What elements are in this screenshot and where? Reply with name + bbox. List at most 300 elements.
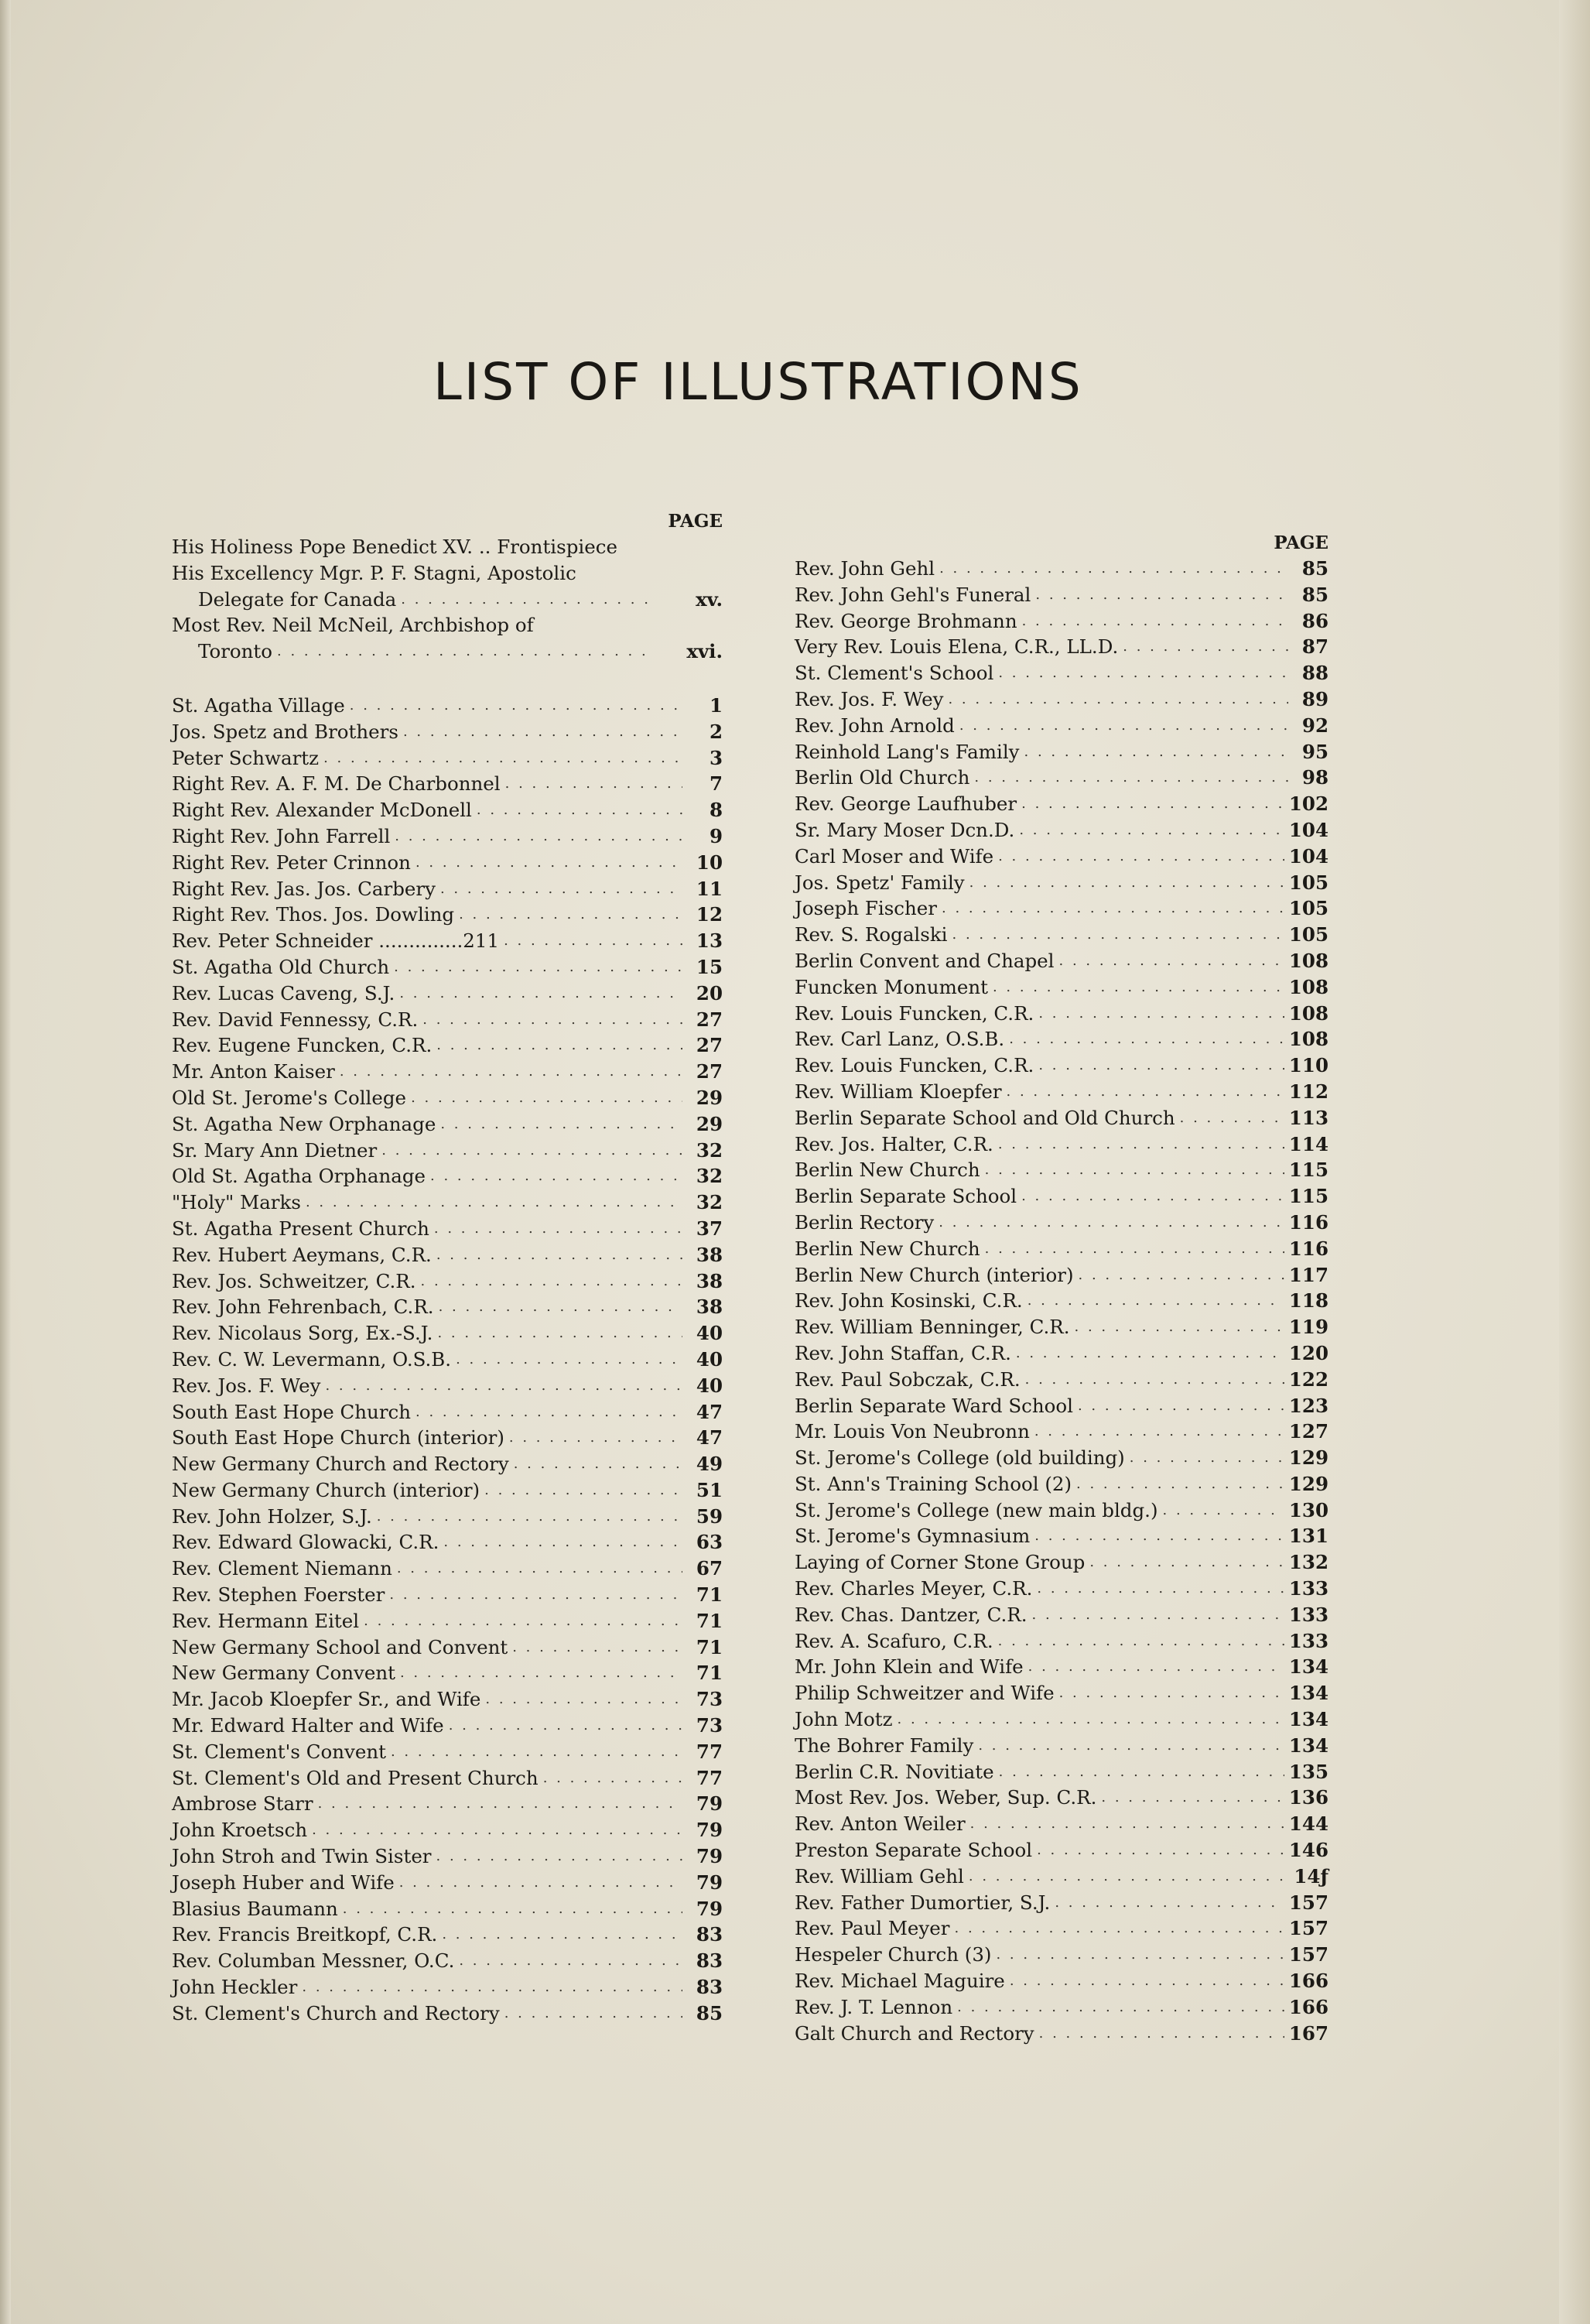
entry-page-number: 73 <box>696 1714 723 1737</box>
dot-leader <box>459 1948 682 1974</box>
entry-title: Berlin New Church <box>795 1237 980 1260</box>
entry-page-number: 40 <box>696 1347 723 1371</box>
entry-page-number: 134 <box>1288 1682 1328 1705</box>
entry-page-number: 83 <box>696 1949 723 1973</box>
entry-page-number: 135 <box>1288 1760 1328 1783</box>
dot-leader <box>999 1759 1284 1785</box>
dot-leader <box>1037 1576 1284 1602</box>
entry-page-number: 71 <box>696 1635 723 1658</box>
entry-title: Reinhold Lang's Family <box>795 740 1020 763</box>
list-item <box>172 1138 723 1164</box>
entry-title: New Germany Church and Rectory <box>172 1453 509 1476</box>
entry-page-number: 132 <box>1288 1551 1328 1574</box>
list-item <box>172 1242 723 1268</box>
entry-title: Toronto <box>198 640 273 663</box>
dot-leader <box>399 1870 682 1896</box>
entry-page-number: 134 <box>1288 1655 1328 1679</box>
entry-title: Funcken Monument <box>795 975 988 998</box>
dot-leader <box>343 1896 682 1922</box>
entry-page-number: 119 <box>1288 1316 1328 1339</box>
entry-page-number: 27 <box>696 1034 723 1057</box>
list-item <box>172 638 723 665</box>
entry-page-number: 7 <box>709 772 723 796</box>
entry-title: Rev. William Gehl <box>795 1864 964 1888</box>
dot-leader <box>985 1236 1284 1262</box>
entry-page-number: 110 <box>1288 1054 1328 1077</box>
dot-leader <box>969 1864 1288 1890</box>
list-item <box>172 1477 723 1504</box>
list-item <box>795 1837 1328 1864</box>
list-item <box>795 1445 1328 1471</box>
list-item <box>172 1111 723 1138</box>
entry-page-number: 146 <box>1288 1839 1328 1862</box>
list-item <box>795 1602 1328 1628</box>
entry-title: Rev. George Brohmann <box>795 609 1017 632</box>
list-item <box>172 1556 723 1582</box>
dot-leader <box>411 1085 682 1111</box>
entry-page-number: 38 <box>696 1295 723 1319</box>
list-item <box>795 1105 1328 1131</box>
list-item <box>172 1320 723 1347</box>
list-item <box>795 1994 1328 2021</box>
entry-page-number: 40 <box>696 1322 723 1345</box>
list-item <box>795 1785 1328 1811</box>
dot-leader <box>970 1811 1284 1837</box>
entry-page-number: 38 <box>696 1243 723 1266</box>
dot-leader <box>1022 608 1288 635</box>
dot-leader <box>1034 1419 1284 1445</box>
entry-page-number: 29 <box>696 1086 723 1109</box>
entry-page-number: 130 <box>1288 1498 1328 1521</box>
entry-page-number: 115 <box>1288 1159 1328 1182</box>
entry-page-number: 1 <box>709 693 723 717</box>
list-item <box>795 1157 1328 1183</box>
entry-title: Mr. John Klein and Wife <box>795 1655 1024 1679</box>
dot-leader <box>1019 817 1284 844</box>
list-item <box>795 1183 1328 1210</box>
list-item <box>795 1236 1328 1262</box>
list-item <box>795 1680 1328 1706</box>
page-column-header-left: PAGE <box>668 511 723 532</box>
dot-leader <box>998 1131 1284 1158</box>
list-item <box>172 1504 723 1530</box>
entry-page-number: 104 <box>1288 844 1328 868</box>
list-item <box>795 713 1328 739</box>
list-item <box>172 745 723 772</box>
list-item <box>795 634 1328 660</box>
list-item <box>795 608 1328 635</box>
list-item <box>795 2021 1328 2047</box>
entry-page-number: 20 <box>696 981 723 1005</box>
dot-leader <box>543 1765 682 1792</box>
entry-title: Rev. Eugene Funcken, C.R. <box>172 1034 433 1057</box>
entry-title: Rev. Paul Sobczak, C.R. <box>795 1367 1021 1391</box>
list-item <box>795 1419 1328 1445</box>
dot-leader <box>512 1634 682 1661</box>
entry-title: South East Hope Church (interior) <box>172 1426 504 1450</box>
dot-leader <box>436 1032 682 1059</box>
list-item <box>172 1843 723 1870</box>
entry-page-number: 37 <box>696 1217 723 1240</box>
list-item <box>172 1347 723 1373</box>
entry-title: Mr. Jacob Kloepfer Sr., and Wife <box>172 1688 481 1711</box>
list-item <box>172 1294 723 1320</box>
entry-page-number: 88 <box>1301 662 1328 685</box>
dot-leader <box>939 556 1288 582</box>
entry-page-number: 71 <box>696 1583 723 1607</box>
front-matter-list <box>172 534 723 665</box>
list-item <box>795 1864 1328 1890</box>
entry-title: Jos. Spetz' Family <box>795 871 965 894</box>
list-item <box>795 582 1328 608</box>
dot-leader <box>381 1138 682 1164</box>
entry-title: New Germany Church (interior) <box>172 1478 480 1501</box>
entry-page-number: 105 <box>1288 871 1328 894</box>
entry-page-number: 112 <box>1288 1080 1328 1103</box>
entry-title: Ambrose Starr <box>172 1792 313 1816</box>
entry-title: Rev. Clement Niemann <box>172 1557 392 1580</box>
dot-leader <box>514 1451 682 1477</box>
list-item <box>172 1451 723 1477</box>
entry-title: Most Rev. Jos. Weber, Sup. C.R. <box>795 1786 1097 1809</box>
entry-page-number: 2 <box>709 720 723 743</box>
list-item <box>172 1634 723 1661</box>
entry-title: Right Rev. Peter Crinnon <box>172 851 411 874</box>
entry-title: Rev. Louis Funcken, C.R. <box>795 1054 1034 1077</box>
list-item <box>795 1367 1328 1393</box>
list-item <box>795 1915 1328 1942</box>
list-item <box>172 981 723 1007</box>
list-item <box>795 922 1328 948</box>
entry-page-number: 123 <box>1288 1394 1328 1417</box>
entry-title: Right Rev. Alexander McDonell <box>172 799 472 822</box>
dot-leader <box>1025 1367 1284 1393</box>
list-item <box>795 791 1328 817</box>
dot-leader <box>485 1686 682 1713</box>
dot-leader <box>1009 1026 1284 1052</box>
entry-page-number: 79 <box>696 1792 723 1816</box>
entry-page-number: 79 <box>696 1897 723 1920</box>
entry-title: Most Rev. Neil McNeil, Archbishop of <box>172 614 534 637</box>
entry-title: Galt Church and Rectory <box>795 2021 1034 2045</box>
entry-page-number: 38 <box>696 1269 723 1292</box>
entry-title: Berlin Old Church <box>795 766 970 789</box>
list-item <box>795 1890 1328 1916</box>
entry-title: St. Agatha Present Church <box>172 1217 429 1240</box>
list-item <box>795 686 1328 713</box>
entry-page-number: 134 <box>1288 1734 1328 1757</box>
dot-leader <box>340 1059 682 1085</box>
entry-title: Rev. Edward Glowacki, C.R. <box>172 1531 439 1554</box>
dot-leader <box>998 844 1284 870</box>
list-item <box>172 1059 723 1085</box>
dot-leader <box>504 2001 682 2027</box>
entry-page-number: 108 <box>1288 1028 1328 1051</box>
list-item <box>172 954 723 981</box>
dot-leader <box>395 823 682 850</box>
dot-leader <box>978 1733 1284 1759</box>
list-item <box>172 1896 723 1922</box>
right-column <box>795 531 1328 2046</box>
entry-title: Rev. Chas. Dantzer, C.R. <box>795 1603 1028 1626</box>
list-item <box>795 1968 1328 1994</box>
page-right-edge <box>1559 0 1590 2324</box>
entry-title: John Stroh and Twin Sister <box>172 1845 432 1868</box>
list-item <box>795 739 1328 765</box>
list-item <box>172 823 723 850</box>
dot-leader <box>1007 1079 1284 1105</box>
dot-leader <box>998 1628 1284 1655</box>
left-column <box>172 509 723 2027</box>
entry-title: Rev. Nicolaus Sorg, Ex.-S.J. <box>172 1322 433 1345</box>
list-item <box>795 1393 1328 1419</box>
entry-page-number: 73 <box>696 1688 723 1711</box>
entry-page-number: 51 <box>696 1478 723 1501</box>
list-gap <box>172 665 723 693</box>
entry-title: Rev. Louis Funcken, C.R. <box>795 1001 1034 1025</box>
dot-leader <box>401 587 656 613</box>
entry-title: Berlin New Church (interior) <box>795 1263 1074 1286</box>
entry-page-number: 98 <box>1301 766 1328 789</box>
entry-title: Mr. Anton Kaiser <box>172 1060 335 1083</box>
entry-title: John Heckler <box>172 1976 298 1999</box>
list-item <box>172 928 723 954</box>
entry-title: "Holy" Marks <box>172 1191 301 1214</box>
entry-page-number: 122 <box>1288 1367 1328 1391</box>
entry-page-number: 86 <box>1301 609 1328 632</box>
dot-leader <box>312 1817 682 1843</box>
entry-title: St. Clement's School <box>795 662 994 685</box>
dot-leader <box>459 902 682 928</box>
entry-page-number: 85 <box>1301 557 1328 580</box>
illustration-list-right <box>795 556 1328 2046</box>
dot-leader <box>442 1922 682 1948</box>
dot-leader <box>942 895 1284 922</box>
dot-leader <box>1079 1262 1284 1289</box>
entry-title: Rev. Jos. Schweitzer, C.R. <box>172 1269 416 1292</box>
dot-leader <box>437 1320 682 1347</box>
entry-title: Rev. David Fennessy, C.R. <box>172 1008 419 1031</box>
dot-leader <box>277 638 656 665</box>
entry-title: Very Rev. Louis Elena, C.R., LL.D. <box>795 635 1119 659</box>
entry-page-number: 3 <box>709 746 723 769</box>
dot-leader <box>1035 582 1288 608</box>
list-item <box>172 876 723 902</box>
dot-leader <box>434 1216 682 1242</box>
list-item <box>795 1026 1328 1052</box>
entry-page-number: 95 <box>1301 740 1328 763</box>
list-item <box>795 660 1328 686</box>
dot-leader <box>1016 1340 1284 1367</box>
entry-title: Rev. Francis Breitkopf, C.R. <box>172 1923 438 1946</box>
list-item <box>172 902 723 928</box>
dot-leader <box>484 1477 682 1504</box>
entry-page-number: 117 <box>1288 1263 1328 1286</box>
entry-title: Rev. Charles Meyer, C.R. <box>795 1577 1033 1600</box>
entry-page-number: 105 <box>1288 923 1328 946</box>
entry-page-number: 116 <box>1288 1210 1328 1234</box>
entry-page-number: 83 <box>696 1976 723 1999</box>
entry-title: Rev. William Kloepfer <box>795 1080 1002 1103</box>
dot-leader <box>1078 1393 1284 1419</box>
entry-page-number: 29 <box>696 1112 723 1135</box>
list-item <box>172 797 723 823</box>
entry-title: St. Agatha New Orphanage <box>172 1112 436 1135</box>
list-item <box>172 1007 723 1033</box>
entry-page-number: xvi. <box>686 640 723 663</box>
list-item <box>795 1549 1328 1576</box>
list-item <box>795 1001 1328 1027</box>
entry-page-number: 47 <box>696 1400 723 1423</box>
list-item <box>172 1425 723 1451</box>
entry-title: Berlin Separate School <box>795 1185 1017 1208</box>
entry-page-number: 133 <box>1288 1577 1328 1600</box>
dot-leader <box>439 1294 682 1320</box>
list-item <box>795 895 1328 922</box>
dot-leader <box>1032 1602 1284 1628</box>
entry-page-number: 27 <box>696 1008 723 1031</box>
entry-title: Rev. John Fehrenbach, C.R. <box>172 1295 434 1319</box>
entry-title: John Kroetsch <box>172 1819 308 1842</box>
dot-leader <box>1055 1890 1284 1916</box>
entry-page-number: 27 <box>696 1060 723 1083</box>
list-item <box>795 1079 1328 1105</box>
dot-leader <box>952 922 1284 948</box>
entry-title: Rev. Jos. F. Wey <box>795 687 944 710</box>
entry-title: Rev. Jos. Halter, C.R. <box>795 1132 993 1155</box>
entry-page-number: 108 <box>1288 975 1328 998</box>
entry-page-number: 87 <box>1301 635 1328 659</box>
dot-leader <box>1010 1968 1284 1994</box>
entry-title: New Germany Convent <box>172 1662 395 1685</box>
entry-page-number: 127 <box>1288 1420 1328 1443</box>
entry-page-number: 32 <box>696 1191 723 1214</box>
dot-leader <box>1038 1001 1284 1027</box>
entry-page-number: 77 <box>696 1766 723 1789</box>
dot-leader <box>1038 1052 1284 1079</box>
dot-leader <box>440 876 682 902</box>
list-item <box>172 1032 723 1059</box>
entry-title: South East Hope Church <box>172 1400 412 1423</box>
list-item <box>172 1817 723 1843</box>
list-item <box>172 1739 723 1765</box>
list-item <box>795 1052 1328 1079</box>
dot-leader <box>403 719 682 745</box>
dot-leader <box>399 981 682 1007</box>
list-item <box>795 1131 1328 1158</box>
dot-leader <box>509 1425 682 1451</box>
dot-leader <box>985 1157 1284 1183</box>
dot-leader <box>377 1504 682 1530</box>
entry-page-number: 47 <box>696 1426 723 1450</box>
list-item <box>795 1497 1328 1524</box>
list-item <box>795 556 1328 582</box>
entry-title: St. Jerome's College (new main bldg.) <box>795 1498 1158 1521</box>
dot-leader <box>993 974 1284 1001</box>
list-item <box>795 1288 1328 1314</box>
dot-leader <box>898 1706 1284 1733</box>
entry-title: Rev. Anton Weiler <box>795 1812 966 1836</box>
entry-title: Blasius Baumann <box>172 1897 338 1920</box>
list-item <box>172 719 723 745</box>
entry-title: Rev. Lucas Caveng, S.J. <box>172 981 395 1005</box>
entry-title: Berlin Convent and Chapel <box>795 949 1055 972</box>
entry-title: Rev. Hermann Eitel <box>172 1609 360 1632</box>
list-item <box>795 844 1328 870</box>
page-left-edge <box>0 0 11 2324</box>
dot-leader <box>957 1994 1284 2021</box>
dot-leader <box>959 713 1288 739</box>
entry-title: Sr. Mary Ann Dietner <box>172 1138 378 1162</box>
entry-title: Rev. John Staffan, C.R. <box>795 1341 1011 1364</box>
dot-leader <box>998 660 1288 686</box>
list-item <box>795 870 1328 896</box>
list-item <box>795 1471 1328 1497</box>
list-item <box>795 1576 1328 1602</box>
list-item <box>172 1713 723 1739</box>
list-item <box>172 1085 723 1111</box>
entry-title: Mr. Edward Halter and Wife <box>172 1714 444 1737</box>
dot-leader <box>504 928 682 954</box>
entry-title: Berlin Separate School and Old Church <box>795 1106 1175 1129</box>
entry-page-number: 32 <box>696 1138 723 1162</box>
entry-title: Sr. Mary Moser Dcn.D. <box>795 818 1015 841</box>
entry-title: Rev. John Holzer, S.J. <box>172 1504 372 1528</box>
entry-title: St. Jerome's Gymnasium <box>795 1525 1031 1548</box>
entry-page-number: 77 <box>696 1740 723 1763</box>
entry-page-number: 13 <box>696 929 723 953</box>
entry-page-number: 116 <box>1288 1237 1328 1260</box>
entry-page-number: 10 <box>696 851 723 874</box>
list-item <box>172 1660 723 1686</box>
entry-page-number: 157 <box>1288 1917 1328 1940</box>
entry-title: Carl Moser and Wife <box>795 844 994 868</box>
dot-leader <box>948 686 1288 713</box>
list-item <box>172 1922 723 1948</box>
entry-page-number: 144 <box>1288 1812 1328 1836</box>
dot-leader <box>364 1608 682 1634</box>
entry-page-number: 129 <box>1288 1472 1328 1495</box>
entry-page-number: 166 <box>1288 1970 1328 1993</box>
entry-title: Rev. Paul Meyer <box>795 1917 950 1940</box>
entry-page-number: 89 <box>1301 687 1328 710</box>
entry-page-number: 59 <box>696 1504 723 1528</box>
entry-title: St. Agatha Village <box>172 693 345 717</box>
entry-title: Peter Schwartz <box>172 746 320 769</box>
entry-page-number: 71 <box>696 1609 723 1632</box>
list-item <box>172 1163 723 1189</box>
list-item <box>172 1948 723 1974</box>
dot-leader <box>477 797 682 823</box>
dot-leader <box>391 1739 682 1765</box>
dot-leader <box>415 850 682 876</box>
dot-leader <box>1021 791 1284 817</box>
list-item <box>172 771 723 797</box>
list-item <box>172 1582 723 1608</box>
dot-leader <box>1075 1314 1284 1340</box>
entry-title: Rev. Father Dumortier, S.J. <box>795 1891 1051 1914</box>
entry-title: His Holiness Pope Benedict XV. .. Frontispiece <box>172 536 617 558</box>
dot-leader <box>440 1111 682 1138</box>
entry-title: Rev. J. T. Lennon <box>795 1995 953 2018</box>
list-item <box>172 587 723 613</box>
list-item <box>795 1628 1328 1655</box>
entry-page-number: 118 <box>1288 1289 1328 1313</box>
list-item <box>172 1686 723 1713</box>
list-item <box>172 1870 723 1896</box>
entry-title: Rev. John Gehl's Funeral <box>795 583 1031 606</box>
dot-leader <box>449 1713 682 1739</box>
